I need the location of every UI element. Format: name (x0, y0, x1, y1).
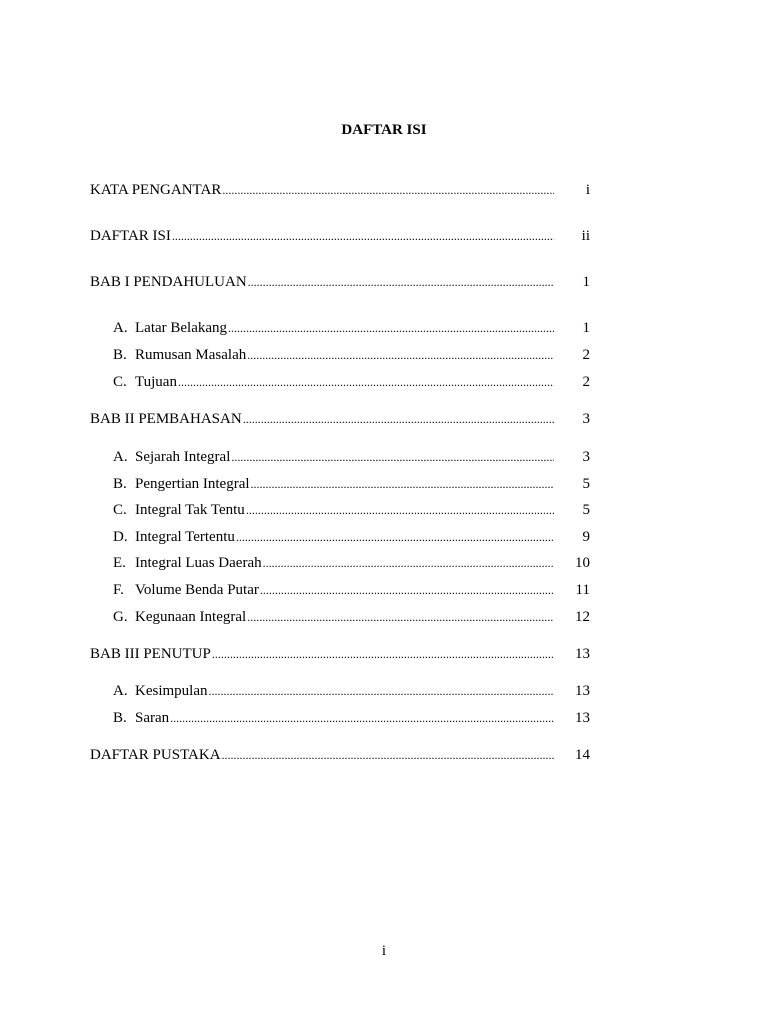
toc-subentry (113, 372, 590, 392)
toc-entry-label: DAFTAR ISI (90, 228, 171, 244)
toc-subentry (113, 345, 590, 365)
toc-entry-label: BAB III PENUTUP (90, 646, 211, 662)
toc-entry (90, 180, 590, 200)
dot-leader (209, 681, 555, 701)
toc-subentry-letter: B. (113, 710, 127, 726)
toc-entry-label: DAFTAR PUSTAKA (90, 747, 221, 763)
dot-leader (246, 500, 554, 520)
toc-entry-label: Integral Tak Tentu (135, 502, 245, 518)
toc-entry-page: 1 (582, 320, 590, 336)
dot-leader (212, 644, 554, 664)
toc-entry-page: 13 (575, 683, 590, 699)
toc-subentry (113, 681, 590, 701)
toc-entry-page: 2 (582, 347, 590, 363)
toc-subentry-letter: B. (113, 476, 127, 492)
toc-subentry (113, 553, 590, 573)
toc-entry-page: 9 (582, 529, 590, 545)
toc-entry-page: 2 (582, 374, 590, 390)
toc-entry-label: Rumusan Masalah (135, 347, 247, 363)
toc-entry-page: i (585, 182, 590, 198)
toc-entry-page: 3 (582, 411, 590, 427)
toc-entry-label: Pengertian Integral (135, 476, 250, 492)
toc-subentry-letter: A. (113, 683, 128, 699)
toc-subentry-letter: B. (113, 347, 127, 363)
toc-entry-page: 1 (582, 274, 590, 290)
toc-subentry-letter: G. (113, 609, 128, 625)
toc-subentry-letter: A. (113, 449, 128, 465)
dot-leader (222, 180, 554, 200)
toc-subentry-letter: D. (113, 529, 128, 545)
toc-entry-label: BAB I PENDAHULUAN (90, 274, 247, 290)
toc-entry (90, 226, 590, 246)
dot-leader (243, 409, 554, 429)
dot-leader (222, 745, 554, 765)
toc-subentry (113, 447, 590, 467)
dot-leader (228, 318, 554, 338)
toc-subentry-letter: A. (113, 320, 128, 336)
toc-subentry (113, 580, 590, 600)
toc-entry-page: 5 (582, 502, 590, 518)
dot-leader (247, 607, 554, 627)
toc-entry (90, 745, 590, 765)
toc-entry-page: 5 (582, 476, 590, 492)
toc-entry-label: KATA PENGANTAR (90, 182, 222, 198)
toc-subentry-letter: E. (113, 555, 126, 571)
dot-leader (263, 553, 554, 573)
page-number: i (381, 943, 387, 959)
dot-leader (247, 345, 554, 365)
toc-entry-page: 12 (575, 609, 590, 625)
toc-entry-page: 3 (582, 449, 590, 465)
dot-leader (236, 527, 554, 547)
toc-subentry (113, 607, 590, 627)
toc-entry-label: Saran (135, 710, 170, 726)
toc-entry (90, 409, 590, 429)
dot-leader (172, 226, 554, 246)
toc-subentry (113, 708, 590, 728)
toc-entry-label: Kegunaan Integral (135, 609, 247, 625)
toc-entry-page: ii (581, 228, 590, 244)
toc-entry-page: 11 (575, 582, 590, 598)
toc-entry-label: Tujuan (135, 374, 177, 390)
toc-entry-page: 10 (575, 555, 590, 571)
toc-entry-page: 13 (575, 646, 590, 662)
dot-leader (260, 580, 554, 600)
dot-leader (248, 272, 554, 292)
toc-subentry (113, 527, 590, 547)
toc-entry-label: Integral Luas Daerah (135, 555, 262, 571)
toc-entry-label: Sejarah Integral (135, 449, 231, 465)
dot-leader (178, 372, 554, 392)
toc-subentry-letter: C. (113, 502, 127, 518)
dot-leader (170, 708, 554, 728)
toc-subentry (113, 474, 590, 494)
toc-entry-page: 14 (575, 747, 590, 763)
dot-leader (251, 474, 554, 494)
toc-entry-label: Integral Tertentu (135, 529, 235, 545)
toc-entry-label: BAB II PEMBAHASAN (90, 411, 242, 427)
toc-entry-label: Kesimpulan (135, 683, 208, 699)
dot-leader (231, 447, 554, 467)
toc-entry-page: 13 (575, 710, 590, 726)
page-title: DAFTAR ISI (341, 122, 427, 138)
toc-subentry-letter: F. (113, 582, 124, 598)
toc-subentry (113, 500, 590, 520)
toc-subentry (113, 318, 590, 338)
toc-subentry-letter: C. (113, 374, 127, 390)
toc-entry-label: Latar Belakang (135, 320, 228, 336)
toc-entry-label: Volume Benda Putar (135, 582, 259, 598)
toc-entry (90, 272, 590, 292)
toc-entry (90, 644, 590, 664)
